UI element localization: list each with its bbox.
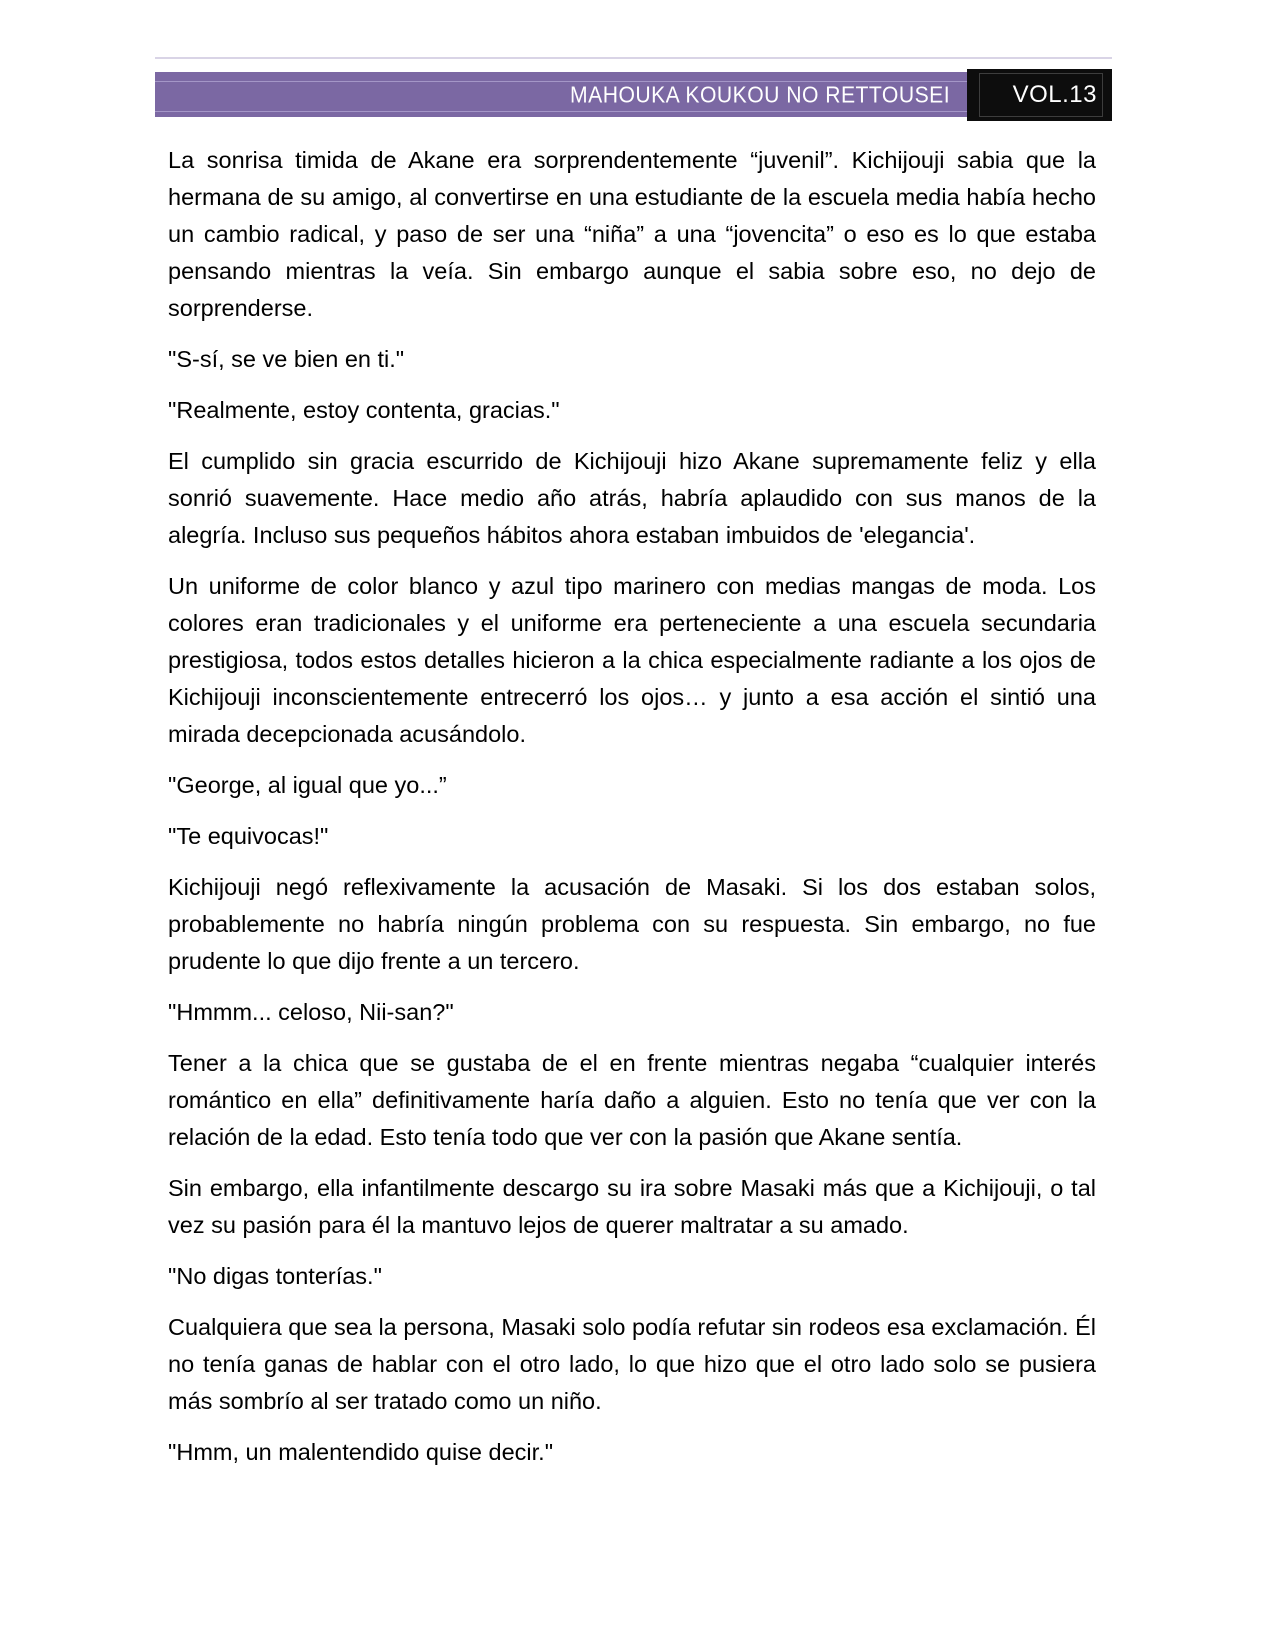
dialogue-2: "Realmente, estoy contenta, gracias." [168,397,560,423]
dialogue-7: "Hmm, un malentendido quise decir." [168,1439,554,1465]
header-top-rule [155,57,1112,59]
paragraph-4: Kichijouji negó reflexivamente la acusación de Masaki. Si los dos estaban solos, probablemente no habría ningún problema con su respuesta. Sin embargo, no fue prudente lo que dijo frente a un tercero. [168,874,1096,974]
paragraph-2: El cumplido sin gracia escurrido de Kichijouji hizo Akane supremamente feliz y ella sonrió suavemente. Hace medio año atrás, habría aplaudido con sus manos de la alegría. Incluso sus pequeños hábitos ahora estaban imbuidos de 'elegancia'. [168,448,1096,548]
paragraph-3: Un uniforme de color blanco y azul tipo marinero con medias mangas de moda. Los colores eran tradicionales y el uniforme era perteneciente a una escuela secundaria prestigiosa, todos estos detalles hicieron a la chica especialmente radiante a los ojos de Kichijouji inconscientemente entrecerró los ojos… y junto a esa acción el sintió una mirada decepcionada acusándolo. [168,573,1096,747]
dialogue-4: "Te equivocas!" [168,823,329,849]
dialogue-5: "Hmmm... celoso, Nii-san?" [168,999,454,1025]
page-body [168,142,1096,1471]
dialogue-3: "George, al igual que yo...” [168,772,447,798]
dialogue-1: "S-sí, se ve bien en ti." [168,346,405,372]
paragraph-5: Tener a la chica que se gustaba de el en frente mientras negaba “cualquier interés romántico en ella” definitivamente haría daño a alguien. Esto no tenía que ver con la relación de la edad. Esto tenía todo que ver con la pasión que Akane sentía. [168,1050,1096,1150]
header-title: MAHOUKA KOUKOU NO RETTOUSEI [569,81,950,107]
paragraph-1: La sonrisa timida de Akane era sorprendentemente “juvenil”. Kichijouji sabia que la hermana de su amigo, al convertirse en una estudiante de la escuela media había hecho un cambio radical, y paso de ser una “niña” a una “jovencita” o eso es lo que estaba pensando mientras la veía. Sin embargo aunque el sabia sobre eso, no dejo de sorprenderse. [168,147,1096,321]
volume-label: VOL.13 [1012,81,1097,108]
header-bar [155,72,1112,117]
volume-box [967,69,1112,121]
dialogue-6: "No digas tonterías." [168,1263,382,1289]
paragraph-7: Cualquiera que sea la persona, Masaki solo podía refutar sin rodeos esa exclamación. Él no tenía ganas de hablar con el otro lado, lo que hizo que el otro lado solo se pusiera más sombrío al ser tratado como un niño. [168,1314,1096,1414]
paragraph-6: Sin embargo, ella infantilmente descargo su ira sobre Masaki más que a Kichijouji, o tal vez su pasión para él la mantuvo lejos de querer maltratar a su amado. [168,1175,1096,1238]
